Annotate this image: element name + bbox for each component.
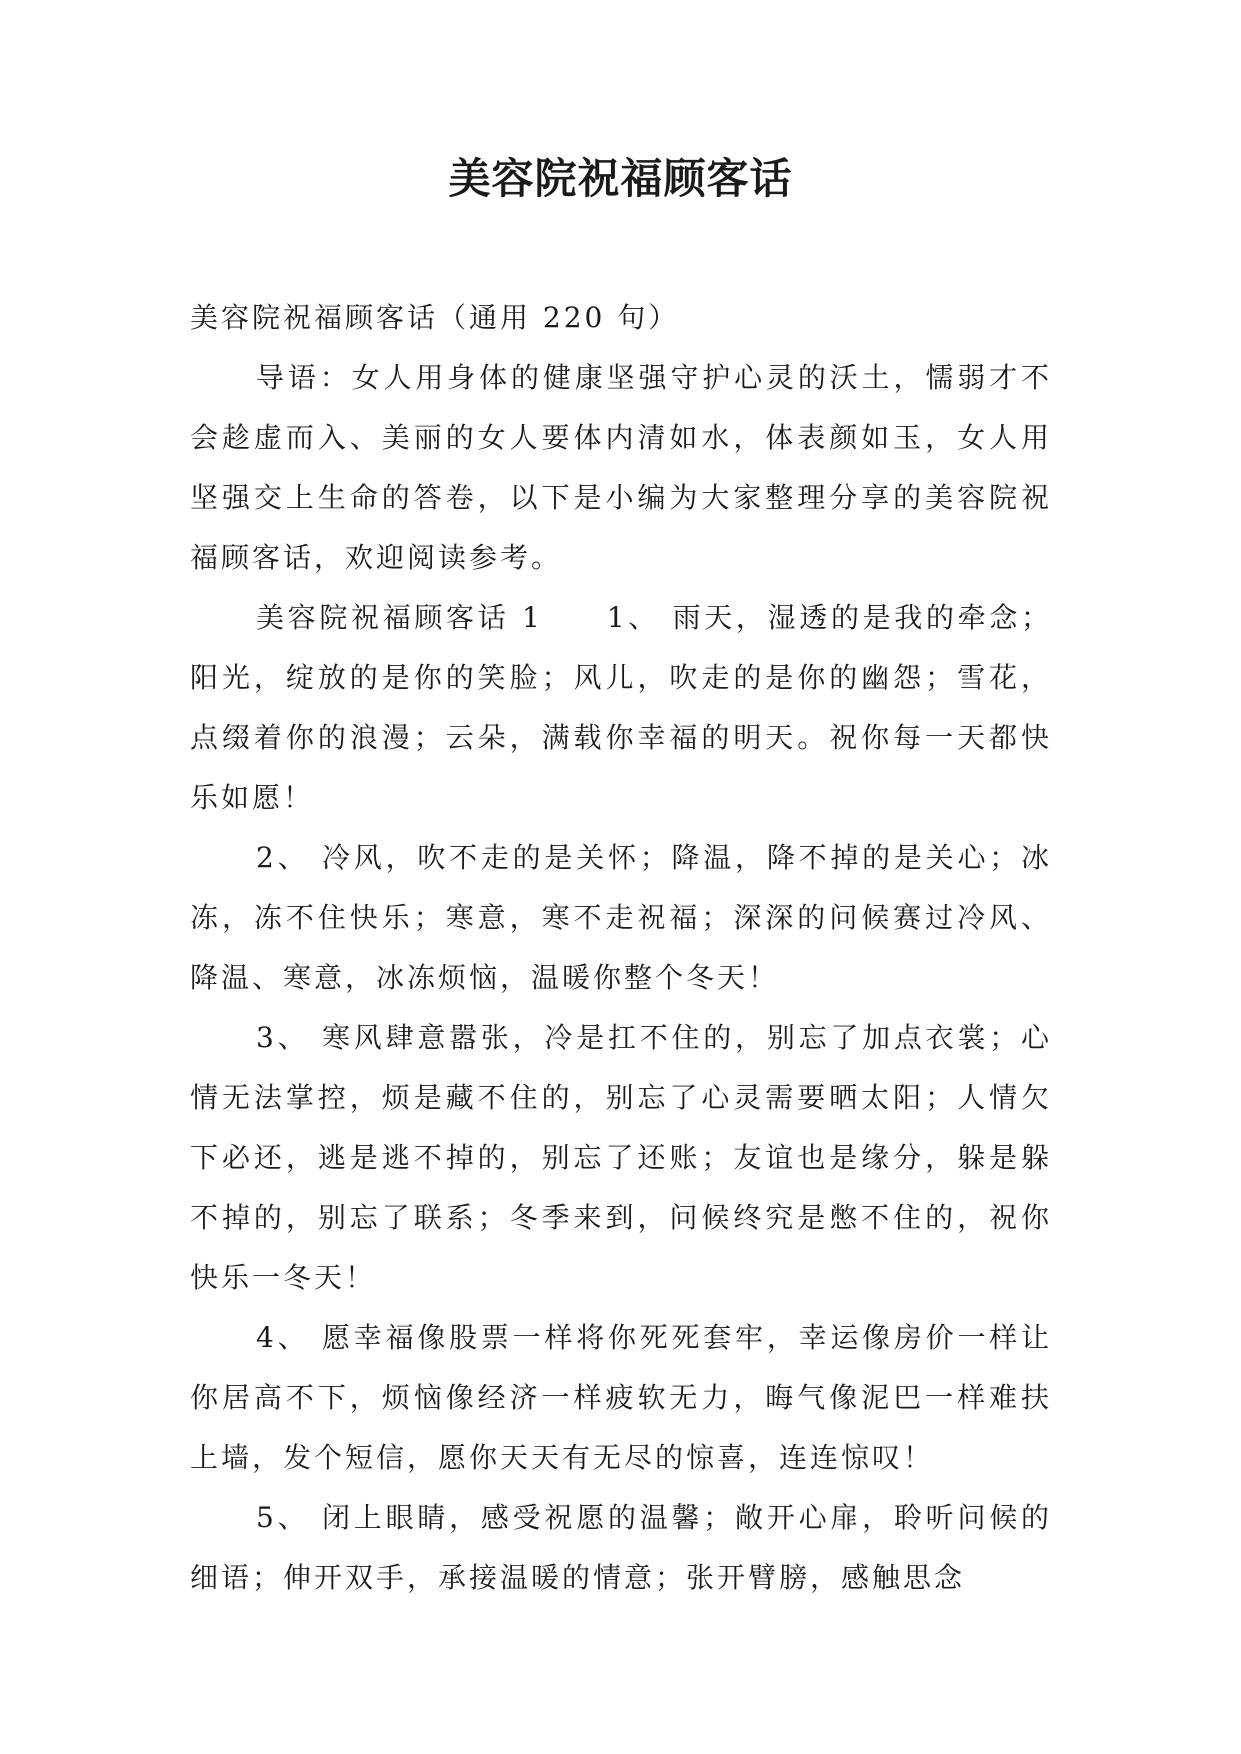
- paragraph-wish-1: 美容院祝福顾客话 1 1、 雨天，湿透的是我的牵念；阳光，绽放的是你的笑脸；风儿，吹走的是你的幽怨；雪花，点缀着你的浪漫；云朵，满载你幸福的明天。祝你每一天都快乐如愿！: [190, 601, 1052, 814]
- paragraph-intro: 导语：女人用身体的健康坚强守护心灵的沃土，懦弱才不会趁虚而入、美丽的女人要体内清如水，体表颜如玉，女人用坚强交上生命的答卷，以下是小编为大家整理分享的美容院祝福顾客话，欢迎阅读参考。: [190, 361, 1052, 574]
- document-subtitle: 美容院祝福顾客话（通用 220 句）: [190, 301, 680, 334]
- document-body: [190, 288, 1052, 1608]
- page-title: 美容院祝福顾客话: [448, 154, 793, 203]
- paragraph-wish-2: 2、 冷风，吹不走的是关怀；降温，降不掉的是关心；冰冻，冻不住快乐；寒意，寒不走祝福；深深的问候赛过冷风、降温、寒意，冰冻烦恼，温暖你整个冬天！: [190, 841, 1052, 994]
- paragraph-wish-4: 4、 愿幸福像股票一样将你死死套牢，幸运像房价一样让你居高不下，烦恼像经济一样疲软无力，晦气像泥巴一样难扶上墙，发个短信，愿你天天有无尽的惊喜，连连惊叹！: [190, 1321, 1052, 1474]
- paragraph-wish-5: 5、 闭上眼睛，感受祝愿的温馨；敞开心扉，聆听问候的细语；伸开双手，承接温暖的情意；张开臂膀，感触思念: [190, 1501, 1052, 1594]
- paragraph-wish-3: 3、 寒风肆意嚣张，冷是扛不住的，别忘了加点衣裳；心情无法掌控，烦是藏不住的，别忘了心灵需要晒太阳；人情欠下必还，逃是逃不掉的，别忘了还账；友谊也是缘分，躲是躲不掉的，别忘了联系；冬季来到，问候终究是憋不住的，祝你快乐一冬天！: [190, 1021, 1052, 1294]
